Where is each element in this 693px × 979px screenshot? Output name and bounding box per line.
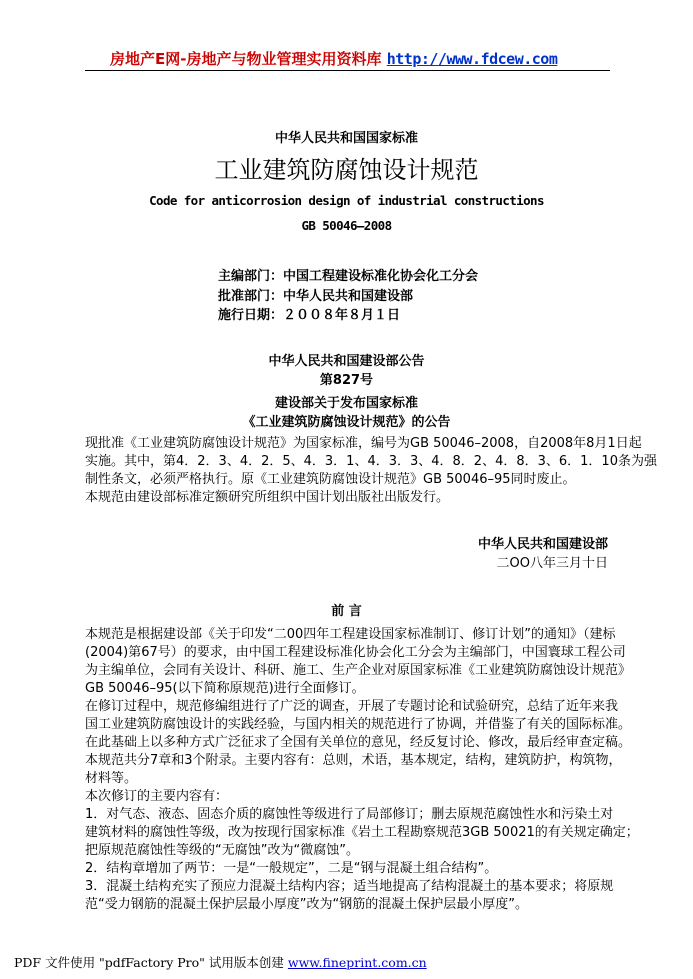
announcement-line: 制性条文，必须严格执行。原《工业建筑防腐蚀设计规范》GB 50046–95同时废止。 bbox=[85, 472, 576, 487]
announcement-line: 实施。其中，第4．2．3、4．2．5、4．3．1、4．3．3、4．8．2、4．8．3、6．1．10条为强 bbox=[85, 454, 657, 469]
preface-line: 范“受力钢筋的混凝土保护层最小厚度”改为“钢筋的混凝土保护层最小厚度”。 bbox=[85, 897, 528, 912]
preface-line: 材料等。 bbox=[85, 771, 138, 786]
announcement-line: 本规范由建设部标准定额研究所组织中国计划出版社出版发行。 bbox=[85, 490, 450, 505]
document-title: 工业建筑防腐蚀设计规范 bbox=[214, 156, 479, 184]
pdf-footer bbox=[14, 953, 427, 971]
preface-line: 在此基础上以多种方式广泛征求了全国有关单位的意见，经反复讨论、修改，最后经审查定稿。 bbox=[85, 735, 632, 750]
site-header bbox=[110, 48, 610, 70]
preface-line: 1．对气态、液态、固态介质的腐蚀性等级进行了局部修订；删去原规范腐蚀性水和污染土对 bbox=[85, 807, 614, 822]
preface-line: (2004)第67号）的要求，由中国工程建设标准化协会化工分会为主编部门，中国寰球工程公司 bbox=[85, 645, 626, 660]
preface-line: GB 50046–95(以下简称原规范)进行全面修订。 bbox=[85, 681, 365, 696]
standard-code: GB 50046–2008 bbox=[301, 218, 392, 233]
preface-heading: 前 言 bbox=[331, 604, 362, 619]
preface-line: 国工业建筑防腐蚀设计的实践经验，与国内相关的规范进行了协调，并借鉴了有关的国际标准。 bbox=[85, 717, 632, 732]
preface-line: 本次修订的主要内容有： bbox=[85, 789, 229, 804]
announcement-body bbox=[85, 435, 657, 507]
footer-text: PDF 文件使用 "pdfFactory Pro" 试用版本创建 bbox=[14, 955, 288, 970]
approval-department: 批准部门：中华人民共和国建设部 bbox=[218, 289, 414, 304]
announcement-number: 第827号 bbox=[319, 373, 374, 388]
announcement-line: 现批准《工业建筑防腐蚀设计规范》为国家标准，编号为GB 50046–2008，自2008年8月1日起 bbox=[85, 436, 642, 451]
preface-line: 本规范共分7章和3个附录。主要内容有：总则，术语，基本规定，结构，建筑防护，构筑物， bbox=[85, 753, 622, 768]
header-site-e: E bbox=[155, 50, 166, 68]
preface-line: 建筑材料的腐蚀性等级，改为按现行国家标准《岩土工程勘察规范3GB 50021的有关规定确定； bbox=[85, 825, 639, 840]
english-title: Code for anticorrosion design of industrial constructions bbox=[149, 193, 544, 208]
preface-line: 在修订过程中，规范修编组进行了广泛的调查，开展了专题讨论和试验研究，总结了近年来我 bbox=[85, 699, 619, 714]
country-standard-label: 中华人民共和国国家标准 bbox=[274, 131, 418, 146]
preface-line: 本规范是根据建设部《关于印发“二00四年工程建设国家标准制订、修订计划”的通知》（建标 bbox=[85, 627, 616, 642]
header-site-name: 房地产 bbox=[110, 50, 156, 68]
announcement-subject-line-2: 《工业建筑防腐蚀设计规范》的公告 bbox=[242, 415, 451, 430]
announcement-date: 二OO八年三月十日 bbox=[496, 556, 608, 571]
preface-line: 3．混凝土结构充实了预应力混凝土结构内容；适当地提高了结构混凝土的基本要求；将原规 bbox=[85, 879, 614, 894]
preface-line: 为主编单位，会同有关设计、科研、施工、生产企业对原国家标准《工业建筑防腐蚀设计规范》 bbox=[85, 663, 632, 678]
header-site-tagline: 网-房地产与物业管理实用资料库 bbox=[165, 50, 382, 68]
effective-date: 施行日期：２００８年８月１日 bbox=[218, 308, 401, 323]
footer-link[interactable]: www.fineprint.com.cn bbox=[287, 955, 427, 970]
header-divider bbox=[85, 70, 610, 71]
header-url-link[interactable]: http://www.fdcew.com bbox=[386, 50, 558, 68]
announcement-issuer: 中华人民共和国建设部公告 bbox=[268, 354, 425, 369]
preface-body bbox=[85, 626, 639, 914]
preface-line: 把原规范腐蚀性等级的“无腐蚀”改为“微腐蚀”。 bbox=[85, 843, 359, 858]
editor-department: 主编部门：中国工程建设标准化协会化工分会 bbox=[218, 269, 479, 284]
preface-line: 2．结构章增加了两节：一是“一般规定”，二是“钢与混凝土组合结构”。 bbox=[85, 861, 498, 876]
announcement-subject-line-1: 建设部关于发布国家标准 bbox=[274, 396, 418, 411]
announcement-signature: 中华人民共和国建设部 bbox=[477, 537, 608, 552]
